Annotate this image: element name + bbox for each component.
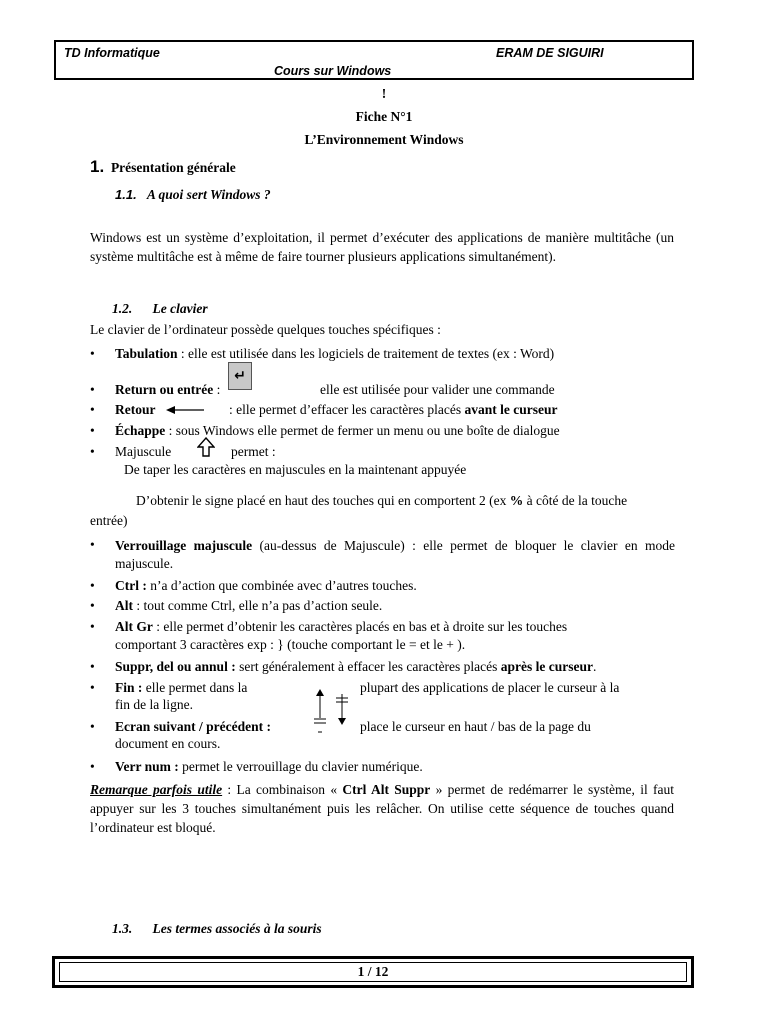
verrouillage-text: (au-dessus de Majuscule) : elle permet de bloquer le clavier en mode majuscule. [115,538,675,571]
return-text: elle est utilisée pour valider une commande [320,382,555,397]
remarque-label: Remarque parfois utile [90,782,223,797]
bullet-marker: • [90,759,95,774]
ecran-line2: document en cours. [115,736,221,751]
page-header [54,40,694,80]
alt-label: Alt [115,598,133,613]
bullet-marker: • [90,619,95,634]
section-1-title: Présentation générale [110,160,236,175]
section-1-2-number: 1.2. [112,301,133,316]
ctrl-text: n’a d’action que combinée avec d’autres touches. [146,578,417,593]
section-1-number: 1. [90,157,105,176]
tabulation-text: : elle est utilisée dans les logiciels de traitement de textes (ex : Word) [177,346,555,361]
section-1-1-heading [115,187,271,203]
return-label: Return ou entrée [115,382,214,397]
fin-line2: fin de la ligne. [115,697,193,712]
ecran-text: place le curseur en haut / bas de la page du [360,719,591,734]
remarque-text-b: » permet de redémarrer le système, il faut appuyer sur les 3 touches simultanément puis les relâcher. On utilise cette séquence de touches quand l’ordinateur est bloqué. [90,782,674,835]
section-1-1-title: A quoi sert Windows ? [146,187,271,202]
ctrl-label: Ctrl : [115,578,147,593]
majuscule-label: Majuscule [115,444,172,459]
ecran-label: Ecran suivant / précédent : [115,719,271,734]
page-up-down-keys-icon [310,688,352,738]
percent-sign: % [509,493,524,508]
item-tabulation [115,346,554,362]
item-echappe [115,423,560,439]
altgr-label: Alt Gr [115,619,153,634]
retour-text [229,402,557,418]
section-1-2-heading [112,301,208,317]
obtenir-line2: entrée) [90,513,128,528]
verrnum-text: permet le verrouillage du clavier numérique. [178,759,423,774]
alt-text: : tout comme Ctrl, elle n’a pas d’action seule. [133,598,383,613]
altgr-line2: comportant 3 caractères exp : } (touche comportant le = et le + ). [115,637,466,652]
obtenir-text-b: à côté de la touche [523,493,628,508]
document-title: L’Environnement Windows [304,132,464,147]
bullet-marker: • [90,598,95,613]
bullet-marker: • [90,659,95,674]
item-alt [115,598,382,614]
return-key-icon: ↵ [228,362,252,390]
bullet-marker: • [90,382,95,397]
header-center: Cours sur Windows [274,64,392,78]
remarque-combo: Ctrl Alt Suppr [342,782,431,797]
page-number: 1 / 12 [59,962,687,982]
bullet-marker: • [90,578,95,593]
echappe-text: : sous Windows elle permet de fermer un menu ou une boîte de dialogue [165,423,560,438]
verrouillage-label: Verrouillage majuscule [115,538,253,553]
section-1-3-heading [112,921,322,937]
bullet-marker: • [90,423,95,438]
remarque-text-a: : La combinaison « [222,782,343,797]
retour-desc: : elle permet d’effacer les caractères placés [229,402,465,417]
obtenir-text-a: D’obtenir le signe placé en haut des touches qui en comportent 2 (ex [136,493,510,508]
exclamation: ! [381,86,387,101]
bullet-marker: • [90,444,95,459]
page-footer [52,956,694,988]
item-ecran [115,719,271,735]
obtenir-line1 [136,493,627,509]
arrow-left-icon [166,404,206,416]
bullet-marker: • [90,537,95,552]
item-altgr [115,619,567,635]
fin-text-b: plupart des applications de placer le curseur à la [360,680,620,695]
header-left: TD Informatique [64,46,160,60]
item-verrouillage [115,537,675,573]
suppr-label: Suppr, del ou annul : [115,659,236,674]
echappe-label: Échappe [115,423,166,438]
fin-text-a: elle permet dans la [142,680,248,695]
section-1-heading [90,157,236,177]
section-1-3-number: 1.3. [112,921,133,936]
fiche-title: Fiche N°1 [355,109,413,124]
header-right: ERAM DE SIGUIRI [496,46,604,60]
section-1-1-number: 1.1. [115,187,137,202]
remarque-paragraph [90,780,674,837]
section-1-3-title: Les termes associés à la souris [152,921,322,936]
suppr-text: sert généralement à effacer les caractères placés [235,659,501,674]
return-colon: : [213,382,221,397]
suppr-end: . [593,659,597,674]
retour-label [115,402,156,418]
altgr-text: : elle permet d’obtenir les caractères placés en bas et à droite sur les touches [152,619,568,634]
verrnum-label: Verr num : [115,759,179,774]
bullet-marker: • [90,402,95,417]
item-ctrl [115,578,417,594]
fin-label: Fin : [115,680,143,695]
retour-label-text: Retour [115,402,156,417]
tabulation-label: Tabulation [115,346,178,361]
shift-arrow-icon [197,437,215,457]
bullet-marker: • [90,719,95,734]
bullet-marker: • [90,346,95,361]
retour-bold: avant le curseur [464,402,558,417]
majuscule-line2: De taper les caractères en majuscules en la maintenant appuyée [124,462,467,477]
item-verrnum [115,759,423,775]
bullet-marker: • [90,680,95,695]
suppr-bold: après le curseur [500,659,594,674]
section-1-2-title: Le clavier [152,301,208,316]
item-fin [115,680,247,696]
item-return [115,382,220,398]
intro-paragraph: Windows est un système d’exploitation, il permet d’exécuter des applications de manière multitâche (un système multitâche est à même de faire tourner plusieurs applications simultanément). [90,230,674,264]
clavier-intro: Le clavier de l’ordinateur possède quelques touches spécifiques : [90,322,441,337]
majuscule-text: permet : [231,444,276,459]
item-suppr [115,659,596,675]
